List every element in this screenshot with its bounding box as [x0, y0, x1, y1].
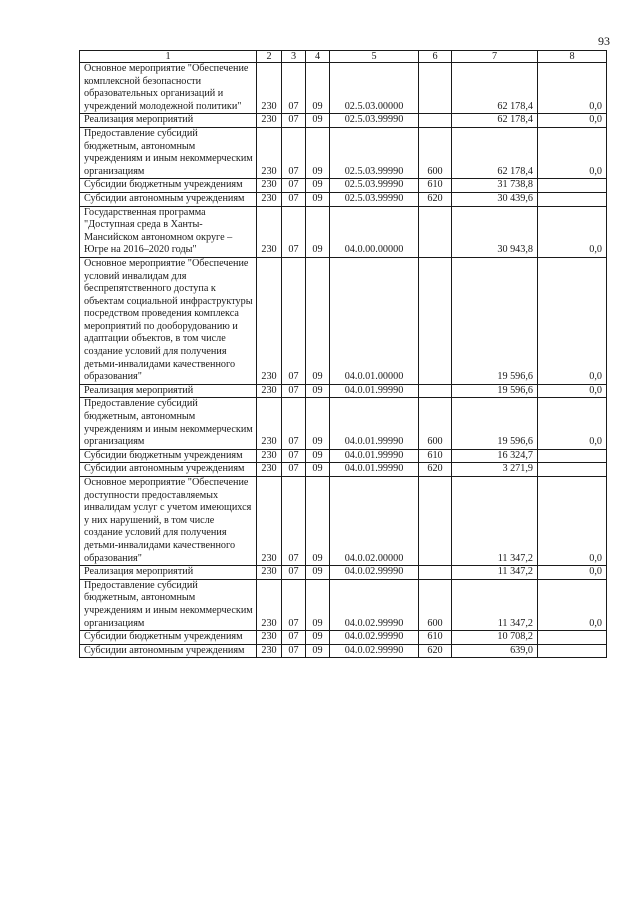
target-article-cell: 04.0.00.00000	[330, 206, 419, 257]
table-row	[80, 579, 607, 630]
page-number: 93	[598, 34, 610, 48]
subsection-cell: 09	[306, 449, 330, 463]
section-cell: 07	[282, 477, 306, 566]
amount-secondary-cell: 0,0	[538, 206, 607, 257]
subsection-cell: 09	[306, 179, 330, 193]
target-article-cell: 02.5.03.99990	[330, 127, 419, 178]
amount-secondary-cell	[538, 192, 607, 206]
amount-cell: 16 324,7	[452, 449, 538, 463]
table-row	[80, 398, 607, 449]
amount-secondary-cell	[538, 179, 607, 193]
target-article-cell: 04.0.01.99990	[330, 463, 419, 477]
amount-cell: 11 347,2	[452, 579, 538, 630]
expense-type-cell: 620	[419, 644, 452, 658]
subsection-cell: 09	[306, 127, 330, 178]
subsection-cell: 09	[306, 398, 330, 449]
table-row	[80, 127, 607, 178]
amount-cell: 10 708,2	[452, 631, 538, 645]
budget-code-cell: 230	[257, 398, 282, 449]
amount-secondary-cell: 0,0	[538, 579, 607, 630]
section-cell: 07	[282, 398, 306, 449]
subsection-cell: 09	[306, 566, 330, 580]
subsection-cell: 09	[306, 114, 330, 128]
amount-cell: 31 738,8	[452, 179, 538, 193]
target-article-cell: 04.0.01.00000	[330, 257, 419, 384]
column-header-7: 7	[452, 51, 538, 63]
target-article-cell: 04.0.02.00000	[330, 477, 419, 566]
target-article-cell: 04.0.02.99990	[330, 631, 419, 645]
amount-cell: 11 347,2	[452, 566, 538, 580]
amount-cell: 30 439,6	[452, 192, 538, 206]
column-header-1: 1	[80, 51, 257, 63]
subsection-cell: 09	[306, 257, 330, 384]
table-body	[80, 63, 607, 658]
table-row	[80, 631, 607, 645]
row-name-cell: Реализация мероприятий	[80, 114, 257, 128]
amount-cell: 3 271,9	[452, 463, 538, 477]
table-row	[80, 206, 607, 257]
section-cell: 07	[282, 384, 306, 398]
amount-secondary-cell: 0,0	[538, 63, 607, 114]
expense-type-cell	[419, 114, 452, 128]
row-name-cell: Субсидии бюджетным учреждениям	[80, 179, 257, 193]
subsection-cell: 09	[306, 644, 330, 658]
row-name-cell: Предоставление субсидий бюджетным, автономным учреждениям и иным некоммерческим организациям	[80, 127, 257, 178]
amount-secondary-cell: 0,0	[538, 384, 607, 398]
amount-secondary-cell	[538, 449, 607, 463]
expense-type-cell: 600	[419, 127, 452, 178]
section-cell: 07	[282, 631, 306, 645]
amount-cell: 11 347,2	[452, 477, 538, 566]
budget-code-cell: 230	[257, 206, 282, 257]
expense-type-cell: 610	[419, 631, 452, 645]
expense-type-cell	[419, 206, 452, 257]
column-header-3: 3	[282, 51, 306, 63]
row-name-cell: Реализация мероприятий	[80, 384, 257, 398]
row-name-cell: Основное мероприятие "Обеспечение доступности предоставляемых инвалидам услуг с учетом имеющихся у них нарушений, в том числе создание условий для получения детьми-инвалидами качественного образования"	[80, 477, 257, 566]
table-row	[80, 644, 607, 658]
table-header-row	[80, 51, 607, 63]
target-article-cell: 04.0.01.99990	[330, 449, 419, 463]
budget-code-cell: 230	[257, 257, 282, 384]
budget-code-cell: 230	[257, 192, 282, 206]
amount-cell: 62 178,4	[452, 127, 538, 178]
table-row	[80, 179, 607, 193]
expense-type-cell	[419, 257, 452, 384]
table-row	[80, 63, 607, 114]
section-cell: 07	[282, 127, 306, 178]
expense-type-cell	[419, 384, 452, 398]
amount-secondary-cell	[538, 644, 607, 658]
amount-cell: 19 596,6	[452, 257, 538, 384]
subsection-cell: 09	[306, 206, 330, 257]
target-article-cell: 04.0.01.99990	[330, 384, 419, 398]
section-cell: 07	[282, 179, 306, 193]
row-name-cell: Основное мероприятие "Обеспечение комплексной безопасности образовательных организаций и учреждений молодежной политики"	[80, 63, 257, 114]
target-article-cell: 04.0.01.99990	[330, 398, 419, 449]
budget-code-cell: 230	[257, 644, 282, 658]
subsection-cell: 09	[306, 463, 330, 477]
target-article-cell: 04.0.02.99990	[330, 579, 419, 630]
table-row	[80, 384, 607, 398]
amount-cell: 30 943,8	[452, 206, 538, 257]
table-row	[80, 192, 607, 206]
section-cell: 07	[282, 644, 306, 658]
section-cell: 07	[282, 463, 306, 477]
section-cell: 07	[282, 192, 306, 206]
amount-cell: 639,0	[452, 644, 538, 658]
target-article-cell: 04.0.02.99990	[330, 644, 419, 658]
amount-secondary-cell: 0,0	[538, 477, 607, 566]
subsection-cell: 09	[306, 477, 330, 566]
subsection-cell: 09	[306, 579, 330, 630]
target-article-cell: 02.5.03.99990	[330, 114, 419, 128]
budget-code-cell: 230	[257, 579, 282, 630]
budget-code-cell: 230	[257, 179, 282, 193]
subsection-cell: 09	[306, 192, 330, 206]
column-header-8: 8	[538, 51, 607, 63]
amount-secondary-cell	[538, 631, 607, 645]
amount-cell: 62 178,4	[452, 63, 538, 114]
expense-type-cell	[419, 477, 452, 566]
row-name-cell: Реализация мероприятий	[80, 566, 257, 580]
section-cell: 07	[282, 63, 306, 114]
expense-type-cell: 620	[419, 463, 452, 477]
row-name-cell: Субсидии бюджетным учреждениям	[80, 631, 257, 645]
row-name-cell: Субсидии автономным учреждениям	[80, 463, 257, 477]
expense-type-cell: 600	[419, 579, 452, 630]
section-cell: 07	[282, 257, 306, 384]
column-header-2: 2	[257, 51, 282, 63]
budget-table	[79, 50, 607, 658]
row-name-cell: Предоставление субсидий бюджетным, автономным учреждениям и иным некоммерческим организациям	[80, 579, 257, 630]
column-header-6: 6	[419, 51, 452, 63]
row-name-cell: Субсидии автономным учреждениям	[80, 192, 257, 206]
table-row	[80, 477, 607, 566]
section-cell: 07	[282, 206, 306, 257]
budget-code-cell: 230	[257, 127, 282, 178]
amount-secondary-cell	[538, 463, 607, 477]
expense-type-cell	[419, 566, 452, 580]
subsection-cell: 09	[306, 63, 330, 114]
row-name-cell: Субсидии автономным учреждениям	[80, 644, 257, 658]
amount-cell: 19 596,6	[452, 384, 538, 398]
expense-type-cell	[419, 63, 452, 114]
amount-secondary-cell: 0,0	[538, 127, 607, 178]
section-cell: 07	[282, 114, 306, 128]
expense-type-cell: 620	[419, 192, 452, 206]
target-article-cell: 02.5.03.99990	[330, 192, 419, 206]
column-header-5: 5	[330, 51, 419, 63]
target-article-cell: 04.0.02.99990	[330, 566, 419, 580]
expense-type-cell: 610	[419, 449, 452, 463]
amount-secondary-cell: 0,0	[538, 257, 607, 384]
budget-code-cell: 230	[257, 114, 282, 128]
section-cell: 07	[282, 449, 306, 463]
section-cell: 07	[282, 566, 306, 580]
table-row	[80, 257, 607, 384]
column-header-4: 4	[306, 51, 330, 63]
row-name-cell: Субсидии бюджетным учреждениям	[80, 449, 257, 463]
subsection-cell: 09	[306, 631, 330, 645]
budget-code-cell: 230	[257, 631, 282, 645]
target-article-cell: 02.5.03.00000	[330, 63, 419, 114]
budget-code-cell: 230	[257, 63, 282, 114]
amount-secondary-cell: 0,0	[538, 114, 607, 128]
budget-code-cell: 230	[257, 477, 282, 566]
budget-code-cell: 230	[257, 566, 282, 580]
table-row	[80, 566, 607, 580]
table-row	[80, 449, 607, 463]
target-article-cell: 02.5.03.99990	[330, 179, 419, 193]
amount-cell: 19 596,6	[452, 398, 538, 449]
budget-code-cell: 230	[257, 449, 282, 463]
row-name-cell: Государственная программа "Доступная среда в Ханты-Мансийском автономном округе – Югре на 2016–2020 годы"	[80, 206, 257, 257]
subsection-cell: 09	[306, 384, 330, 398]
table-row	[80, 463, 607, 477]
amount-cell: 62 178,4	[452, 114, 538, 128]
row-name-cell: Предоставление субсидий бюджетным, автономным учреждениям и иным некоммерческим организациям	[80, 398, 257, 449]
section-cell: 07	[282, 579, 306, 630]
budget-code-cell: 230	[257, 384, 282, 398]
budget-code-cell: 230	[257, 463, 282, 477]
expense-type-cell: 610	[419, 179, 452, 193]
amount-secondary-cell: 0,0	[538, 566, 607, 580]
row-name-cell: Основное мероприятие "Обеспечение условий инвалидам для беспрепятственного доступа к объектам социальной инфраструктуры посредством проведения комплекса мероприятий по дооборудованию и адаптации объектов, в том числе создание условий для получения детьми-инвалидами качественного образования"	[80, 257, 257, 384]
expense-type-cell: 600	[419, 398, 452, 449]
amount-secondary-cell: 0,0	[538, 398, 607, 449]
table-row	[80, 114, 607, 128]
